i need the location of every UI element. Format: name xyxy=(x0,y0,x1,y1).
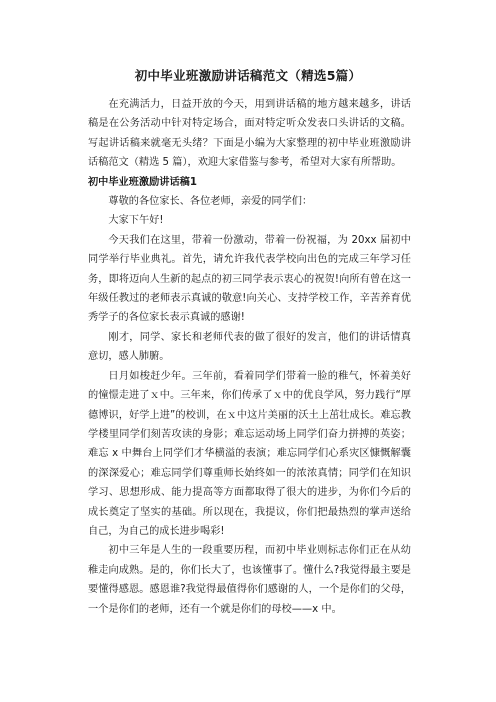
body-paragraph: 初中三年是人生的一段重要历程，而初中毕业则标志你们正在从幼稚走向成熟。是的，你们长大了，也该懂事了。懂什么?我觉得最主要是要懂得感恩。感恩谁?我觉得最值得你们感谢的人，一个是你们的父母，一个是你们的老师，还有一个就是你们的母校——x 中。 xyxy=(88,545,411,615)
body-paragraph: 日月如梭赶少年。三年前，看着同学们带着一脸的稚气，怀着美好的憧憬走进了ｘ中。三年来，你们传承了ｘ中的优良学风，努力践行“厚德博识，好学上进”的校训，在ｘ中这片美丽的沃土上茁壮成长。难忘教学楼里同学们刻苦攻读的身影；难忘运动场上同学们奋力拼搏的英姿；难忘 x 中舞台上同学们才华横溢的表演；难忘同学们心系灾区慷慨解囊的深深爱心；难忘同学们尊重师长始终如一的浓浓真情；同学们在知识学习、思想形成、能力提高等方面都取得了很大的进步，为你们今后的成长奠定了坚实的基础。所以现在，我提议，你们把最热烈的掌声送给自己，为自己的成长进步喝彩! xyxy=(88,370,411,537)
body-paragraph: 刚才，同学、家长和老师代表的做了很好的发言，他们的讲话情真意切，感人肺腑。 xyxy=(88,331,411,363)
salutation-paragraph: 尊敬的各位家长、各位老师，亲爱的同学们： xyxy=(108,196,313,208)
document-title: 初中毕业班激励讲话稿范文（精选5篇） xyxy=(134,68,362,83)
body-paragraph: 今天我们在这里，带着一份激动，带着一份祝福，为 20xx 届初中同学举行毕业典礼。首先，请允许我代表学校向出色的完成三年学习任务，即将迈向人生新的起点的初三同学表示衷心的祝贺!向所有曾在这一年级任教过的老师表示真诚的敬意!向关心、支持学校工作，辛苦养育优秀学子的各位家长表示真诚的感谢! xyxy=(88,234,411,324)
intro-paragraph: 在充满活力，日益开放的今天，用到讲话稿的地方越来越多，讲话稿是在公务活动中针对特定场合，面对特定听众发表口头讲话的文稿。写起讲话稿来就毫无头绪？下面是小编为大家整理的初中毕业班激励讲话稿范文（精选 5 篇），欢迎大家借鉴与参考，希望对大家有所帮助。 xyxy=(88,99,411,169)
document-body xyxy=(88,95,411,619)
section-heading: 初中毕业班激励讲话稿1 xyxy=(88,176,197,188)
greeting-paragraph: 大家下午好! xyxy=(108,215,164,227)
